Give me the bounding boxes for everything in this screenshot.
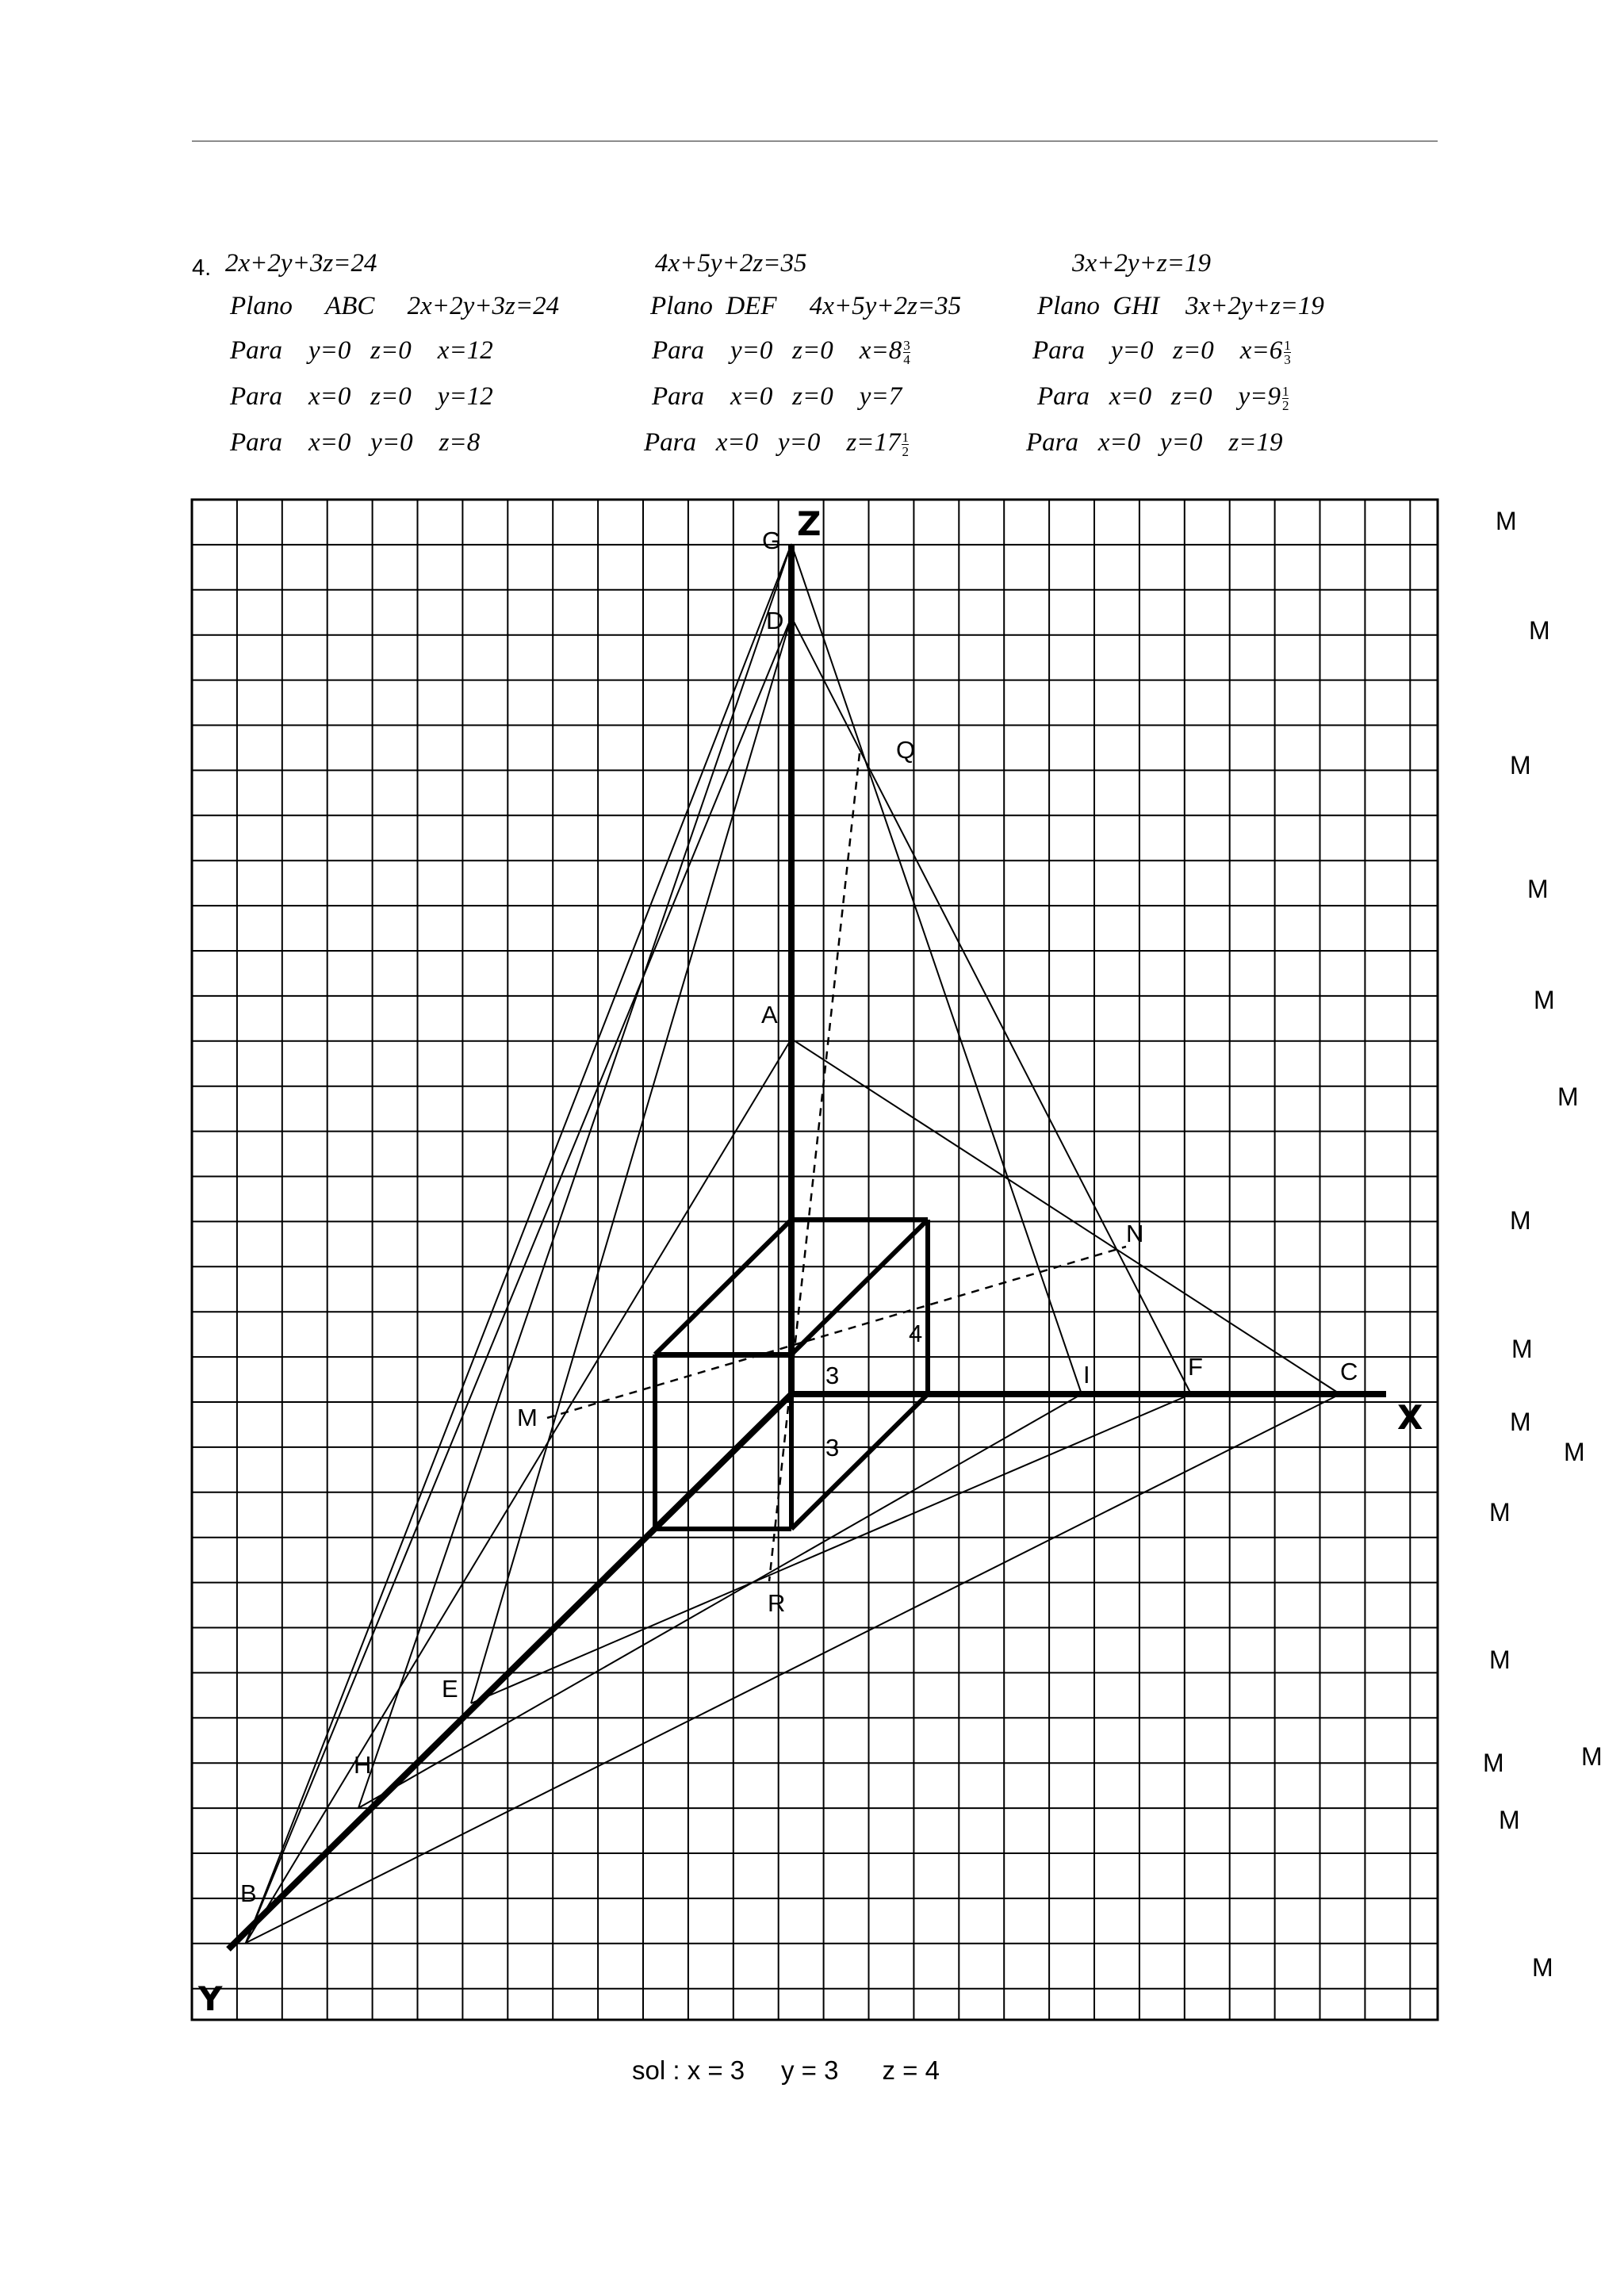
plane-def-header: Plano DEF 4x+5y+2z=35 xyxy=(650,292,962,320)
equation-2: 4x+5y+2z=35 xyxy=(655,249,807,278)
point-label-i: I xyxy=(1083,1361,1090,1389)
margin-mark: M xyxy=(1557,1082,1579,1111)
solution-text: sol : x = 3 y = 3 z = 4 xyxy=(632,2055,940,2085)
point-label-f: F xyxy=(1188,1353,1203,1381)
point-label-q: Q xyxy=(896,736,916,764)
margin-mark: M xyxy=(1581,1742,1603,1771)
margin-mark: M xyxy=(1489,1645,1511,1674)
margin-mark: M xyxy=(1483,1749,1504,1777)
grid xyxy=(192,500,1438,2020)
dimension-label-z: 4 xyxy=(909,1320,923,1347)
margin-mark: M xyxy=(1527,875,1549,903)
plane-def-row-1: Para y=0 z=0 x=8 $\frac{3}{4}$ xyxy=(652,336,910,367)
line-qr xyxy=(769,753,860,1581)
margin-mark: M xyxy=(1564,1438,1585,1466)
equation-3: 3x+2y+z=19 xyxy=(1072,249,1211,278)
line-df xyxy=(791,617,1191,1394)
margin-mark: M xyxy=(1529,616,1550,645)
point-label-r: R xyxy=(768,1589,786,1617)
point-label-b: B xyxy=(240,1879,257,1907)
margin-mark: M xyxy=(1489,1498,1511,1527)
plane-abc-row-3: Para x=0 y=0 z=8 xyxy=(230,428,481,457)
plane-ghi-row-1: Para y=0 z=0 x=6 $\frac{1}{3}$ xyxy=(1032,336,1291,367)
point-label-h: H xyxy=(354,1751,372,1779)
fraction: $\frac{3}{4}$ xyxy=(903,337,910,367)
point-label-n: N xyxy=(1126,1220,1144,1247)
point-label-g: G xyxy=(762,527,782,554)
plane-ghi-row-2: Para x=0 z=0 y=9 $\frac{1}{2}$ xyxy=(1037,382,1289,413)
dimension-label-x: 3 xyxy=(825,1362,840,1389)
fraction: $\frac{1}{2}$ xyxy=(1281,383,1289,413)
margin-mark: M xyxy=(1510,1408,1531,1436)
plane-abc-row-1: Para y=0 z=0 x=12 xyxy=(230,336,493,365)
fraction: $\frac{1}{2}$ xyxy=(902,429,909,459)
equation-1: 2x+2y+3z=24 xyxy=(225,249,377,278)
box-edge xyxy=(791,1394,928,1529)
axis-label-y: Y xyxy=(198,1979,223,2018)
line-ac xyxy=(791,1039,1340,1394)
margin-mark: M xyxy=(1510,1206,1531,1235)
plane-ghi-row-3: Para x=0 y=0 z=19 xyxy=(1026,428,1283,457)
point-label-e: E xyxy=(442,1675,458,1703)
axis-y xyxy=(228,1394,791,1949)
point-label-m: M xyxy=(517,1404,538,1431)
fraction: $\frac{1}{3}$ xyxy=(1284,337,1291,367)
line-de xyxy=(471,617,791,1703)
grid-border xyxy=(192,500,1438,2020)
plane-def-row-3: Para x=0 y=0 z=17 $\frac{1}{2}$ xyxy=(644,428,909,459)
axis-label-z: Z xyxy=(797,504,822,543)
problem-number: 4. xyxy=(192,255,212,281)
margin-mark: M xyxy=(1511,1335,1533,1363)
plane-def-row-2: Para x=0 z=0 y=7 xyxy=(652,382,902,411)
margin-mark: M xyxy=(1510,751,1531,780)
box-edge xyxy=(655,1220,791,1354)
box-edge xyxy=(791,1220,928,1354)
margin-mark: M xyxy=(1532,1953,1553,1982)
axes xyxy=(228,544,1386,1949)
plane-ghi-header: Plano GHI 3x+2y+z=19 xyxy=(1037,292,1324,320)
point-label-d: D xyxy=(766,607,784,634)
margin-mark: M xyxy=(1496,507,1517,535)
plane-abc-header: Plano ABC 2x+2y+3z=24 xyxy=(230,292,560,320)
dimension-label-y: 3 xyxy=(825,1434,840,1462)
line-hi xyxy=(358,1394,1082,1808)
point-label-c: C xyxy=(1340,1358,1358,1385)
margin-mark: M xyxy=(1534,986,1555,1014)
margin-mark: M xyxy=(1499,1806,1520,1834)
margin-marks xyxy=(1483,507,1603,1982)
point-label-a: A xyxy=(761,1001,778,1029)
plane-abc-row-2: Para x=0 z=0 y=12 xyxy=(230,382,493,411)
axis-label-x: X xyxy=(1397,1398,1423,1437)
